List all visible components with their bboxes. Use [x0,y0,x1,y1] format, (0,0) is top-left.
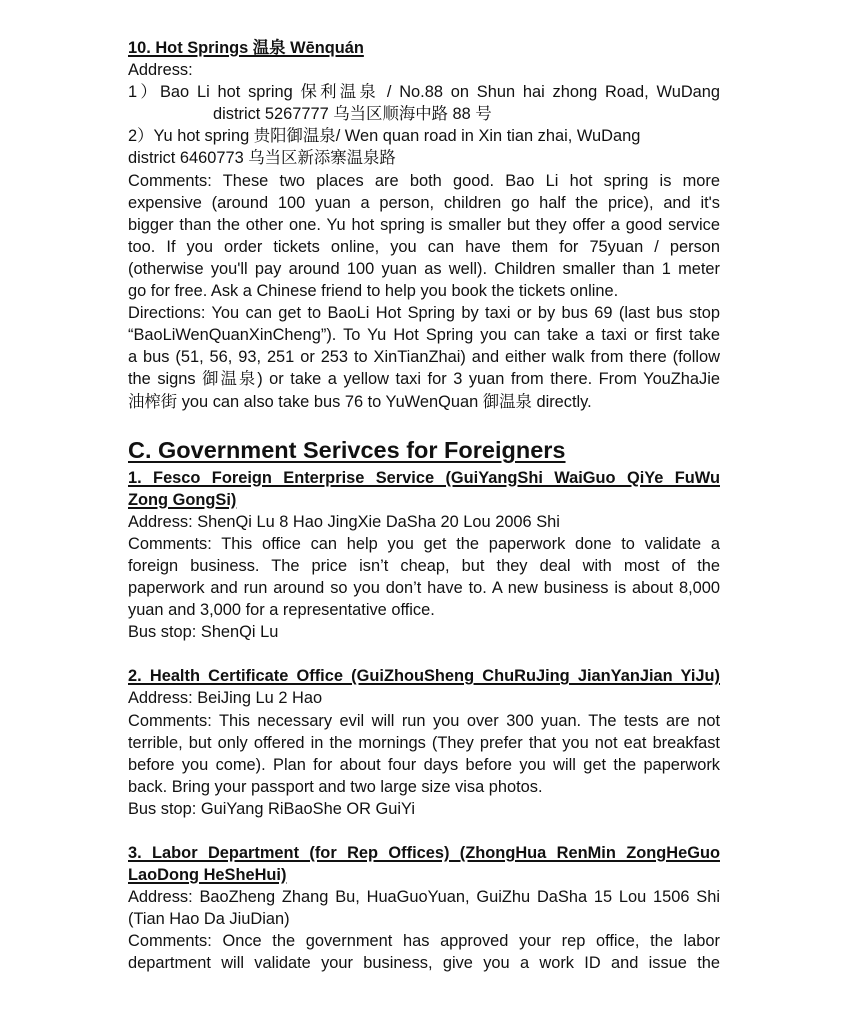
directions-line: the signs 御温泉) or take a yellow taxi for 3 yuan from there. From YouZhaJie [128,370,720,389]
document-page [128,37,720,975]
hot-springs-section [128,37,720,413]
comments-line: Comments: These two places are both good. Bao Li hot spring is more [128,171,720,190]
fesco-comments-line: Comments: This office can help you get the paperwork done to validate a [128,534,720,553]
directions-line: a bus (51, 56, 93, 251 or 253 to XinTianZhai) and either walk from there (follow [128,348,720,367]
labor-comments-line: Comments: Once the government has approved your rep office, the labor [128,932,720,951]
section-c-title: C. Government Serivces for Foreigners [128,436,566,463]
directions-line: Directions: You can get to BaoLi Hot Spring by taxi or by bus 69 (last bus stop [128,304,720,323]
comments-line: bigger than the other one. Yu hot spring is smaller but they offer a good service [128,215,720,234]
directions-line: “BaoLiWenQuanXinCheng”). To Yu Hot Spring you can take a taxi or first take [128,326,720,345]
spacer [128,820,720,842]
address-1-line-1: 1）Bao Li hot spring 保利温泉 / No.88 on Shun hai zhong Road, WuDang [128,83,720,102]
comments-line: too. If you order tickets online, you can have them for 75yuan / person [128,237,720,256]
comments-line: (otherwise you'll pay around 100 yuan as well). Children smaller than 1 meter [128,259,720,278]
labor-address-line-2: (Tian Hao Da JiuDian) [128,910,290,929]
fesco-bus-stop: Bus stop: ShenQi Lu [128,623,279,642]
health-comments-line: Comments: This necessary evil will run you over 300 yuan. The tests are not [128,711,720,730]
health-entry [128,665,720,820]
health-comments-line: terrible, but only offered in the mornings (They prefer that you not eat breakfast [128,733,720,752]
fesco-heading-line-2: Zong GongSi) [128,490,237,509]
labor-heading-line-2: LaoDong HeSheHui) [128,866,287,885]
fesco-entry [128,467,720,644]
fesco-comments-line: foreign business. The price isn’t cheap, but they deal with most of the [128,556,720,575]
health-heading: 2. Health Certificate Office (GuiZhouSheng ChuRuJing JianYanJian YiJu) [128,667,720,686]
labor-comments-line: department will validate your business, give you a work ID and issue the [128,954,720,973]
health-bus-stop: Bus stop: GuiYang RiBaoShe OR GuiYi [128,799,415,818]
fesco-comments-line: yuan and 3,000 for a representative office. [128,601,435,620]
labor-entry [128,842,720,975]
directions-line: 油榨街 you can also take bus 76 to YuWenQuan 御温泉 directly. [128,392,592,411]
labor-heading-line-1: 3. Labor Department (for Rep Offices) (ZhongHua RenMin ZongHeGuo [128,844,720,862]
comments-line: expensive (around 100 yuan a person, children go half the price), and it's [128,193,720,212]
health-comments-line: before you come). Plan for about four days before you will get the paperwork [128,755,720,774]
hot-springs-directions [128,302,720,412]
address-label: Address: [128,61,193,80]
comments-line: go for free. Ask a Chinese friend to help you book the tickets online. [128,282,619,301]
hot-springs-comments [128,170,720,303]
health-address: Address: BeiJing Lu 2 Hao [128,689,323,708]
hot-springs-heading: 10. Hot Springs 温泉 Wēnquán [128,39,364,57]
fesco-comments-line: paperwork and run around so you don’t have to. A new business is about 8,000 [128,579,720,598]
address-2-line-1: 2）Yu hot spring 贵阳御温泉/ Wen quan road in Xin tian zhai, WuDang [128,127,641,146]
labor-address-line-1: Address: BaoZheng Zhang Bu, HuaGuoYuan, GuiZhu DaSha 15 Lou 1506 Shi [128,888,720,907]
address-1-line-2: district 5267777 乌当区顺海中路 88 号 [213,105,492,124]
fesco-heading-line-1: 1. Fesco Foreign Enterprise Service (GuiYangShi WaiGuo QiYe FuWu [128,468,720,487]
health-comments-line: back. Bring your passport and two large size visa photos. [128,777,543,796]
address-2-line-2: district 6460773 乌当区新添寨温泉路 [128,149,396,168]
fesco-address: Address: ShenQi Lu 8 Hao JingXie DaSha 20 Lou 2006 Shi [128,512,560,531]
spacer [128,643,720,665]
